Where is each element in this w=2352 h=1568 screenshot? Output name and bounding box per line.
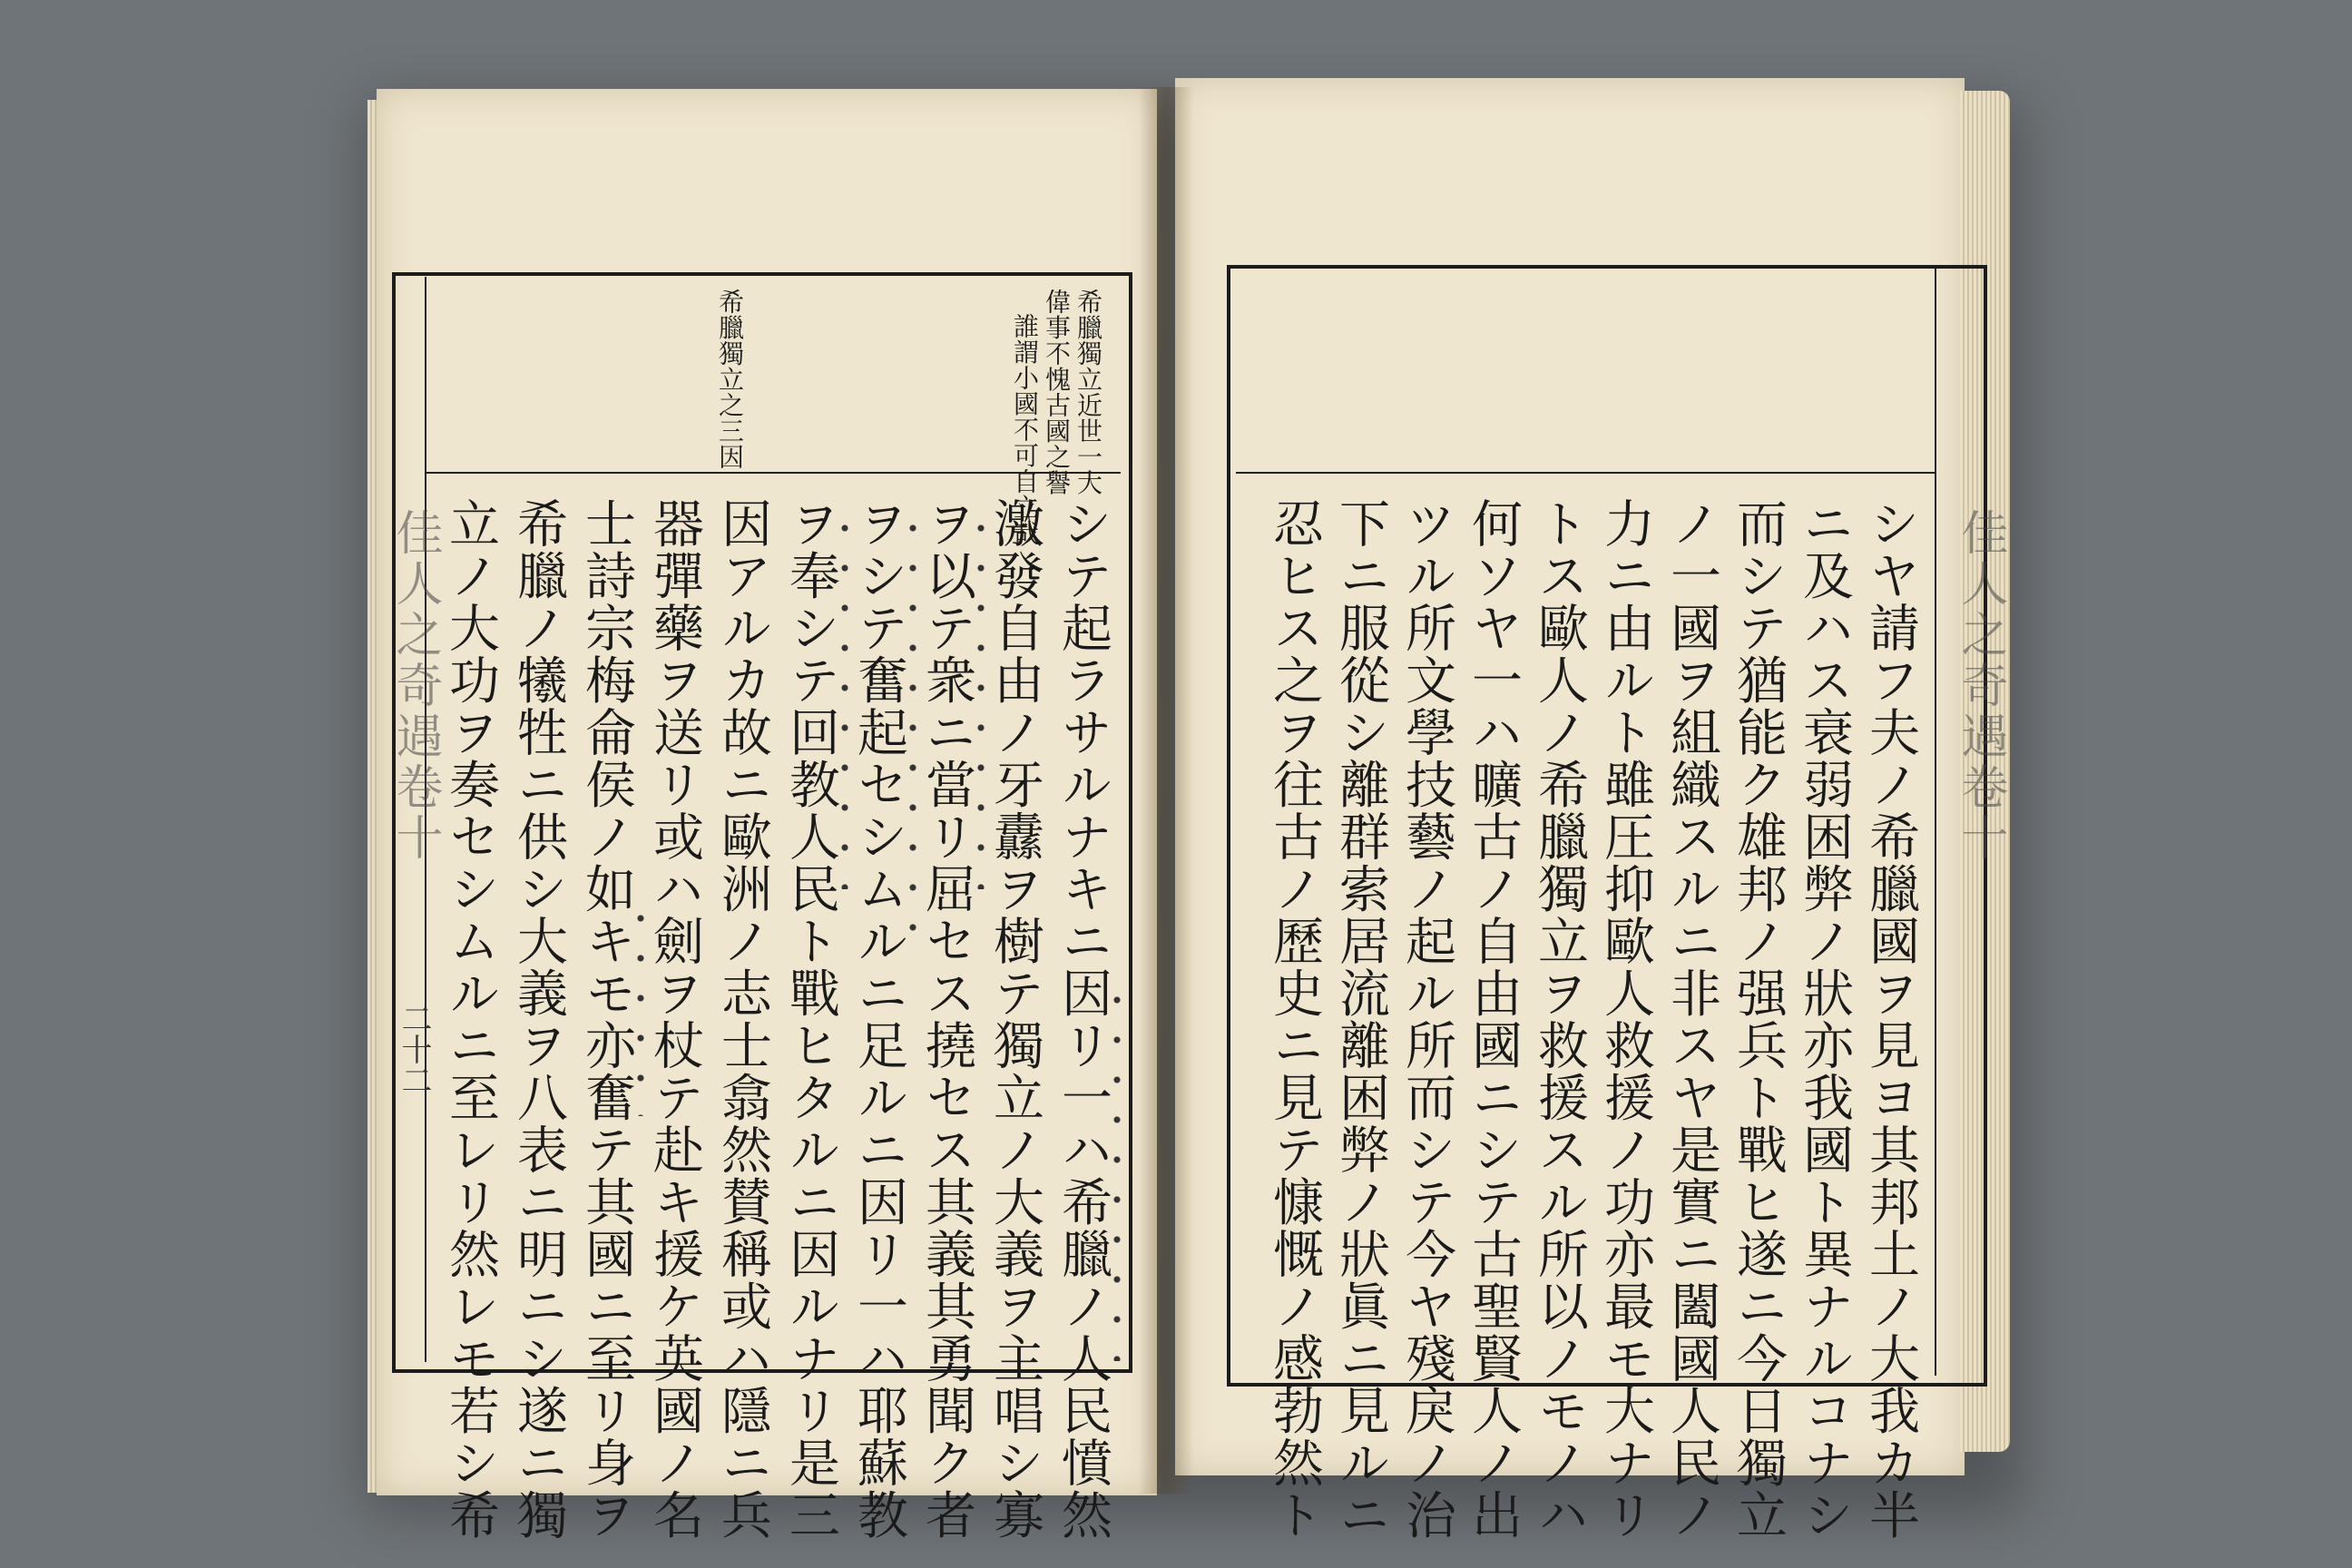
headnote-column-1: 希臘獨立近世一大 bbox=[1073, 289, 1103, 495]
right-inner-border bbox=[1935, 269, 1936, 1376]
emphasis-dots-5 bbox=[637, 898, 644, 1116]
right-text-column-6: トス歐人ノ希臘獨立ヲ救援スル所以ノモノハ bbox=[1530, 497, 1589, 1541]
left-text-column-8: 士詩宗梅侖侯ノ如キモ亦奮テ其國ニ至リ身ヲ bbox=[577, 497, 636, 1541]
left-text-column-5: ヲ奉シテ回教人民ト戰ヒタルニ因ルナリ是三 bbox=[781, 497, 840, 1541]
emphasis-dots-3 bbox=[909, 508, 916, 944]
left-text-column-6: 因アルカ故ニ歐洲ノ志士翕然賛稱或ハ隱ニ兵 bbox=[713, 497, 772, 1541]
right-text-column-7: 何ソヤ一ハ曠古ノ自由國ニシテ古聖賢人ノ出 bbox=[1464, 497, 1523, 1541]
left-text-column-3: ヲ以テ衆ニ當リ屈セス撓セス其義其勇聞ク者 bbox=[917, 497, 976, 1541]
left-text-column-10: 立ノ大功ヲ奏セシムルニ至レリ然レモ若シ希 bbox=[441, 497, 500, 1541]
right-text-column-8: ツル所文學技藝ノ起ル所而シテ今ヤ殘戾ノ治 bbox=[1397, 497, 1456, 1541]
right-margin-title: 佳人之奇遇卷十 bbox=[1953, 508, 2007, 864]
left-page-number: 二十二 bbox=[396, 1003, 432, 1095]
emphasis-dots-2 bbox=[977, 508, 985, 889]
right-text-column-9: 下ニ服從シ離群索居流離困弊ノ狀眞ニ見ルニ bbox=[1331, 497, 1390, 1541]
left-text-column-2: 激發自由ノ牙纛ヲ樹テ獨立ノ大義ヲ主唱シ寡 bbox=[985, 497, 1044, 1541]
book-gutter bbox=[1139, 87, 1193, 1494]
right-text-column-1: シヤ請フ夫ノ希臘國ヲ見ヨ其邦土ノ大我カ半 bbox=[1861, 497, 1920, 1541]
headnote-column-3: 誰謂小國不可自立哉 bbox=[1010, 313, 1040, 546]
left-margin-title: 佳人之奇遇卷十 bbox=[387, 508, 442, 864]
emphasis-dots-1 bbox=[1113, 980, 1121, 1361]
right-text-column-4: ノ一國ヲ組織スルニ非スヤ是實ニ闔國人民ノ bbox=[1662, 497, 1721, 1541]
emphasis-dots-4 bbox=[841, 508, 848, 889]
right-text-column-2: ニ及ハス衰弱困弊ノ狀亦我國ト異ナルコナシ bbox=[1795, 497, 1854, 1541]
right-text-column-3: 而シテ猶能ク雄邦ノ强兵ト戰ヒ遂ニ今日獨立 bbox=[1729, 497, 1788, 1541]
headnote-column-2: 偉事不愧古國之譽 bbox=[1042, 289, 1072, 495]
right-headnote-divider bbox=[1236, 472, 1935, 474]
right-text-column-5: 力ニ由ルト雖圧抑歐人救援ノ功亦最モ大ナリ bbox=[1596, 497, 1655, 1541]
left-text-column-4: ヲシテ奮起セシムルニ足ルニ因リ一ハ耶蘇教 bbox=[849, 497, 908, 1541]
left-text-column-1: シテ起ラサルナキニ因リ一ハ希臘ノ人民憤然 bbox=[1054, 497, 1112, 1541]
left-text-column-7: 器彈藥ヲ送リ或ハ劍ヲ杖テ赴キ援ケ英國ノ名 bbox=[645, 497, 704, 1541]
right-text-column-10: 忍ヒス之ヲ往古ノ歷史ニ見テ慷慨ノ感勃然ト bbox=[1265, 497, 1324, 1541]
headnote-column-4: 希臘獨立之三因 bbox=[715, 289, 745, 470]
left-text-column-9: 希臘ノ犧牲ニ供シ大義ヲ八表ニ明ニシ遂ニ獨 bbox=[509, 497, 568, 1541]
